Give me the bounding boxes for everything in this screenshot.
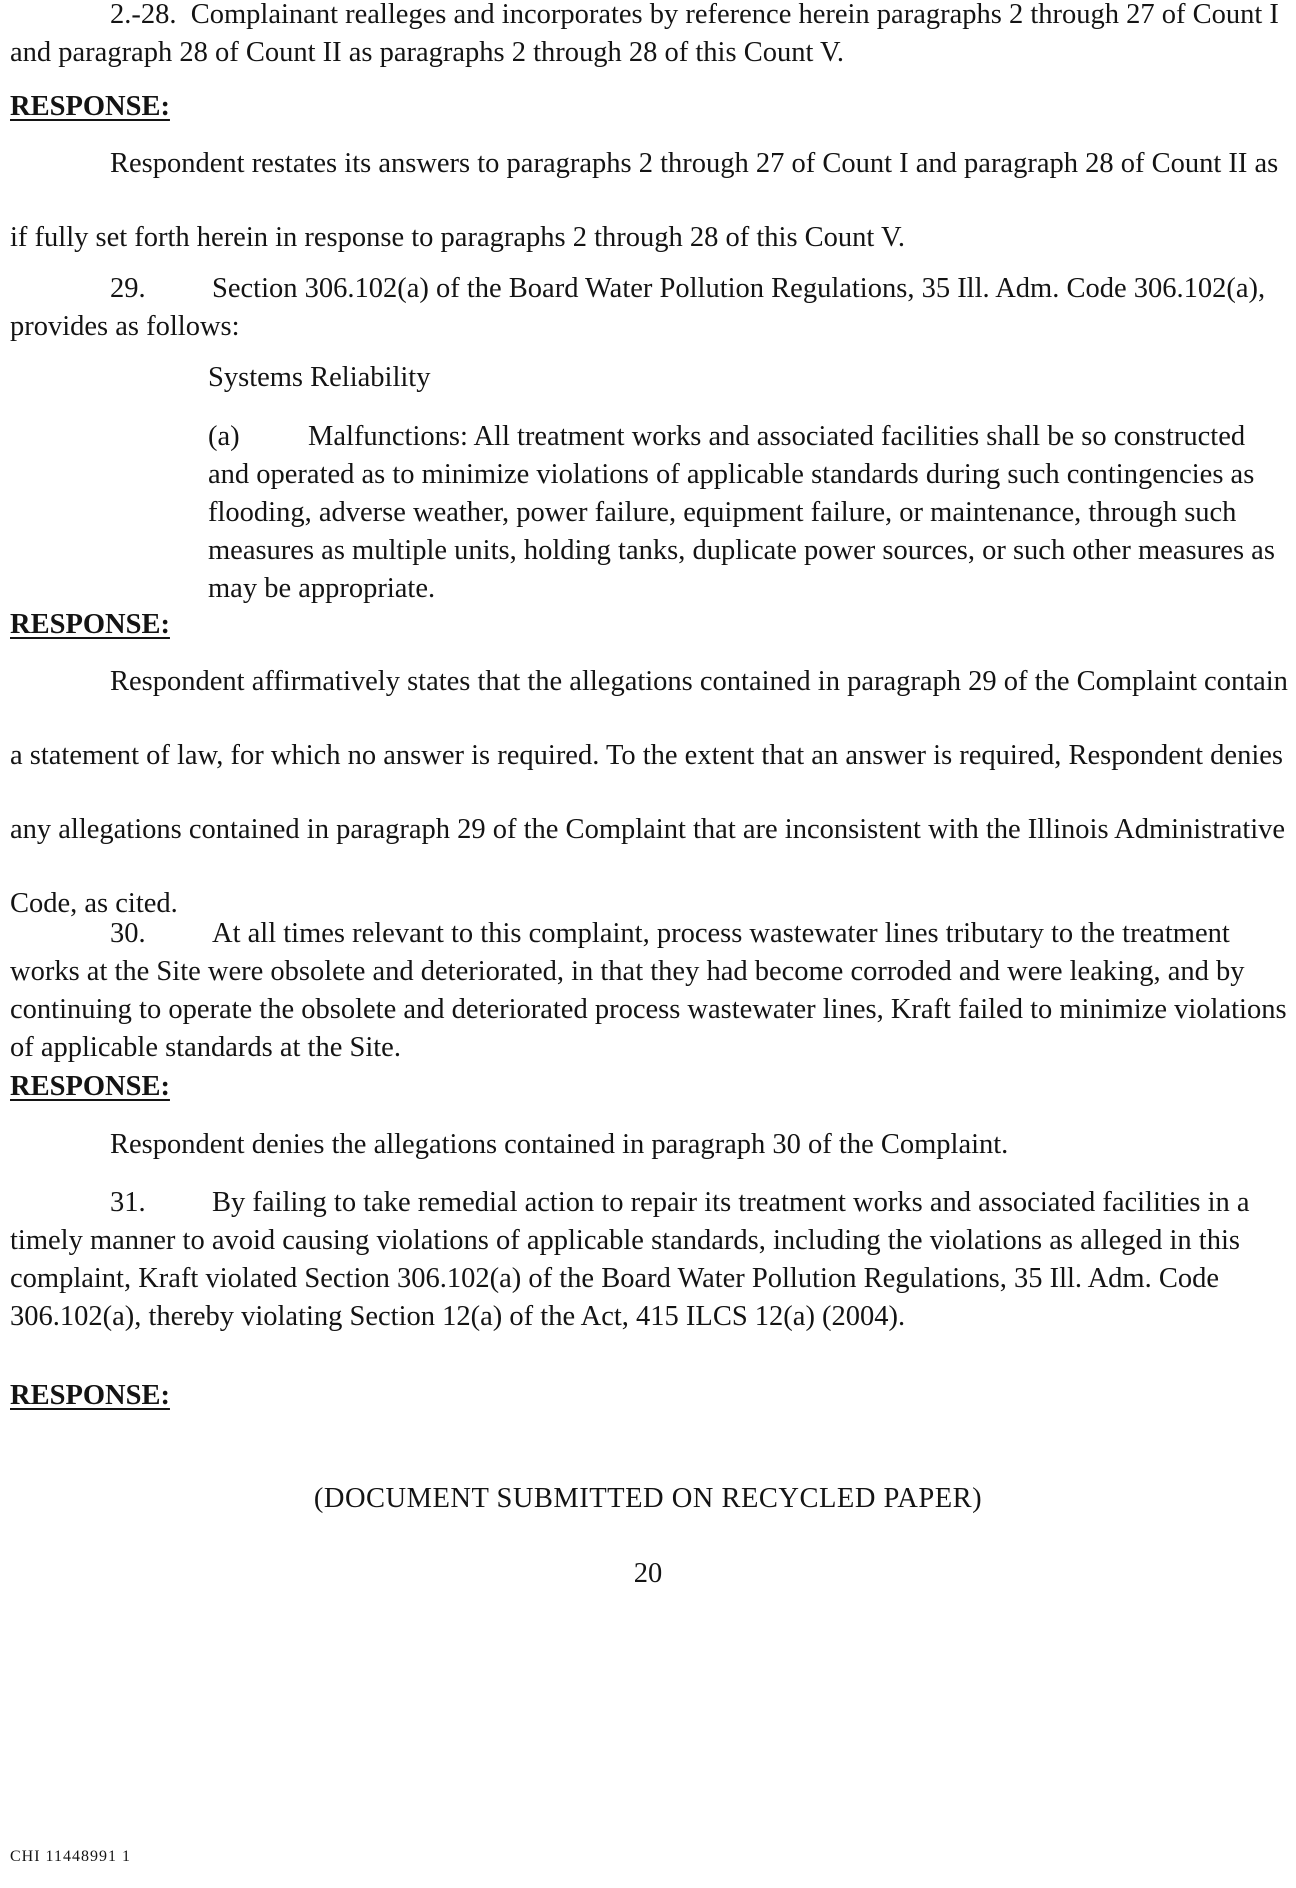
response-text: Respondent denies the allegations contained in paragraph 30 of the Complaint. [110,1129,1009,1160]
quote-block [208,418,1288,608]
response-2-28 [10,127,1290,275]
paragraph-number: 29. [110,273,146,304]
paragraph-29 [10,270,1290,346]
document-id: CHI 11448991 1 [10,1848,131,1865]
paragraph-text: Complainant realleges and incorporates by reference herein paragraphs 2 through 27 of Count I and paragraph 28 of Count II as paragraphs 2 through 28 of this Count V. [10,0,1279,68]
paragraph-number: 31. [110,1187,146,1218]
paragraph-text: Section 306.102(a) of the Board Water Pollution Regulations, 35 Ill. Adm. Code 306.102(a), provides as follows: [10,273,1266,342]
paragraph-number: 2.-28. [110,0,177,30]
response-heading: RESPONSE: [10,609,170,640]
page-number: 20 [633,1558,663,1589]
paragraph-text: At all times relevant to this complaint, process wastewater lines tributary to the treatment works at the Site were obsolete and deteriorated, in that they had become corroded and were leaking, and by continuing to operate the obsolete and deteriorated process wastewater lines, Kraft failed to minimize violations of applicable standards at the Site. [10,918,1287,1063]
quote-subsection: (a) [208,421,240,452]
quote-title: Systems Reliability [208,362,431,393]
response-text: Respondent restates its answers to paragraphs 2 through 27 of Count I and paragraph 28 of Count II as if fully set forth herein in response to paragraphs 2 through 28 of this Count V. [10,148,1279,253]
response-heading: RESPONSE: [10,1380,170,1411]
response-text: Respondent affirmatively states that the allegations contained in paragraph 29 of the Complaint contain a statement of law, for which no answer is required. To the extent that an answer is required, Respondent denies any allegations contained in paragraph 29 of the Complaint that are inconsistent with the Illinois Administrative Code, as cited. [10,666,1288,919]
paragraph-31 [10,1184,1290,1336]
response-heading: RESPONSE: [10,91,170,122]
paragraph-text: By failing to take remedial action to repair its treatment works and associated facilities in a timely manner to avoid causing violations of applicable standards, including the violations as alleged in this complaint, Kraft violated Section 306.102(a) of the Board Water Pollution Regulations, 35 Ill. Adm. Code 306.102(a), thereby violating Section 12(a) of the Act, 415 ILCS 12(a) (2004). [10,1187,1250,1332]
paragraph-30 [10,915,1290,1067]
paragraph-number: 30. [110,918,146,949]
paragraph-2-28 [10,0,1290,72]
response-30 [10,1126,1290,1164]
quote-text: Malfunctions: All treatment works and associated facilities shall be so constructed and operated as to minimize violations of applicable standards during such contingencies as flooding, adverse weather, power failure, equipment failure, or maintenance, through such measures as multiple units, holding tanks, duplicate power sources, or such other measures as may be appropriate. [208,421,1275,604]
response-29 [10,645,1290,941]
response-heading: RESPONSE: [10,1071,170,1102]
recycled-paper-notice: (DOCUMENT SUBMITTED ON RECYCLED PAPER) [313,1483,983,1514]
